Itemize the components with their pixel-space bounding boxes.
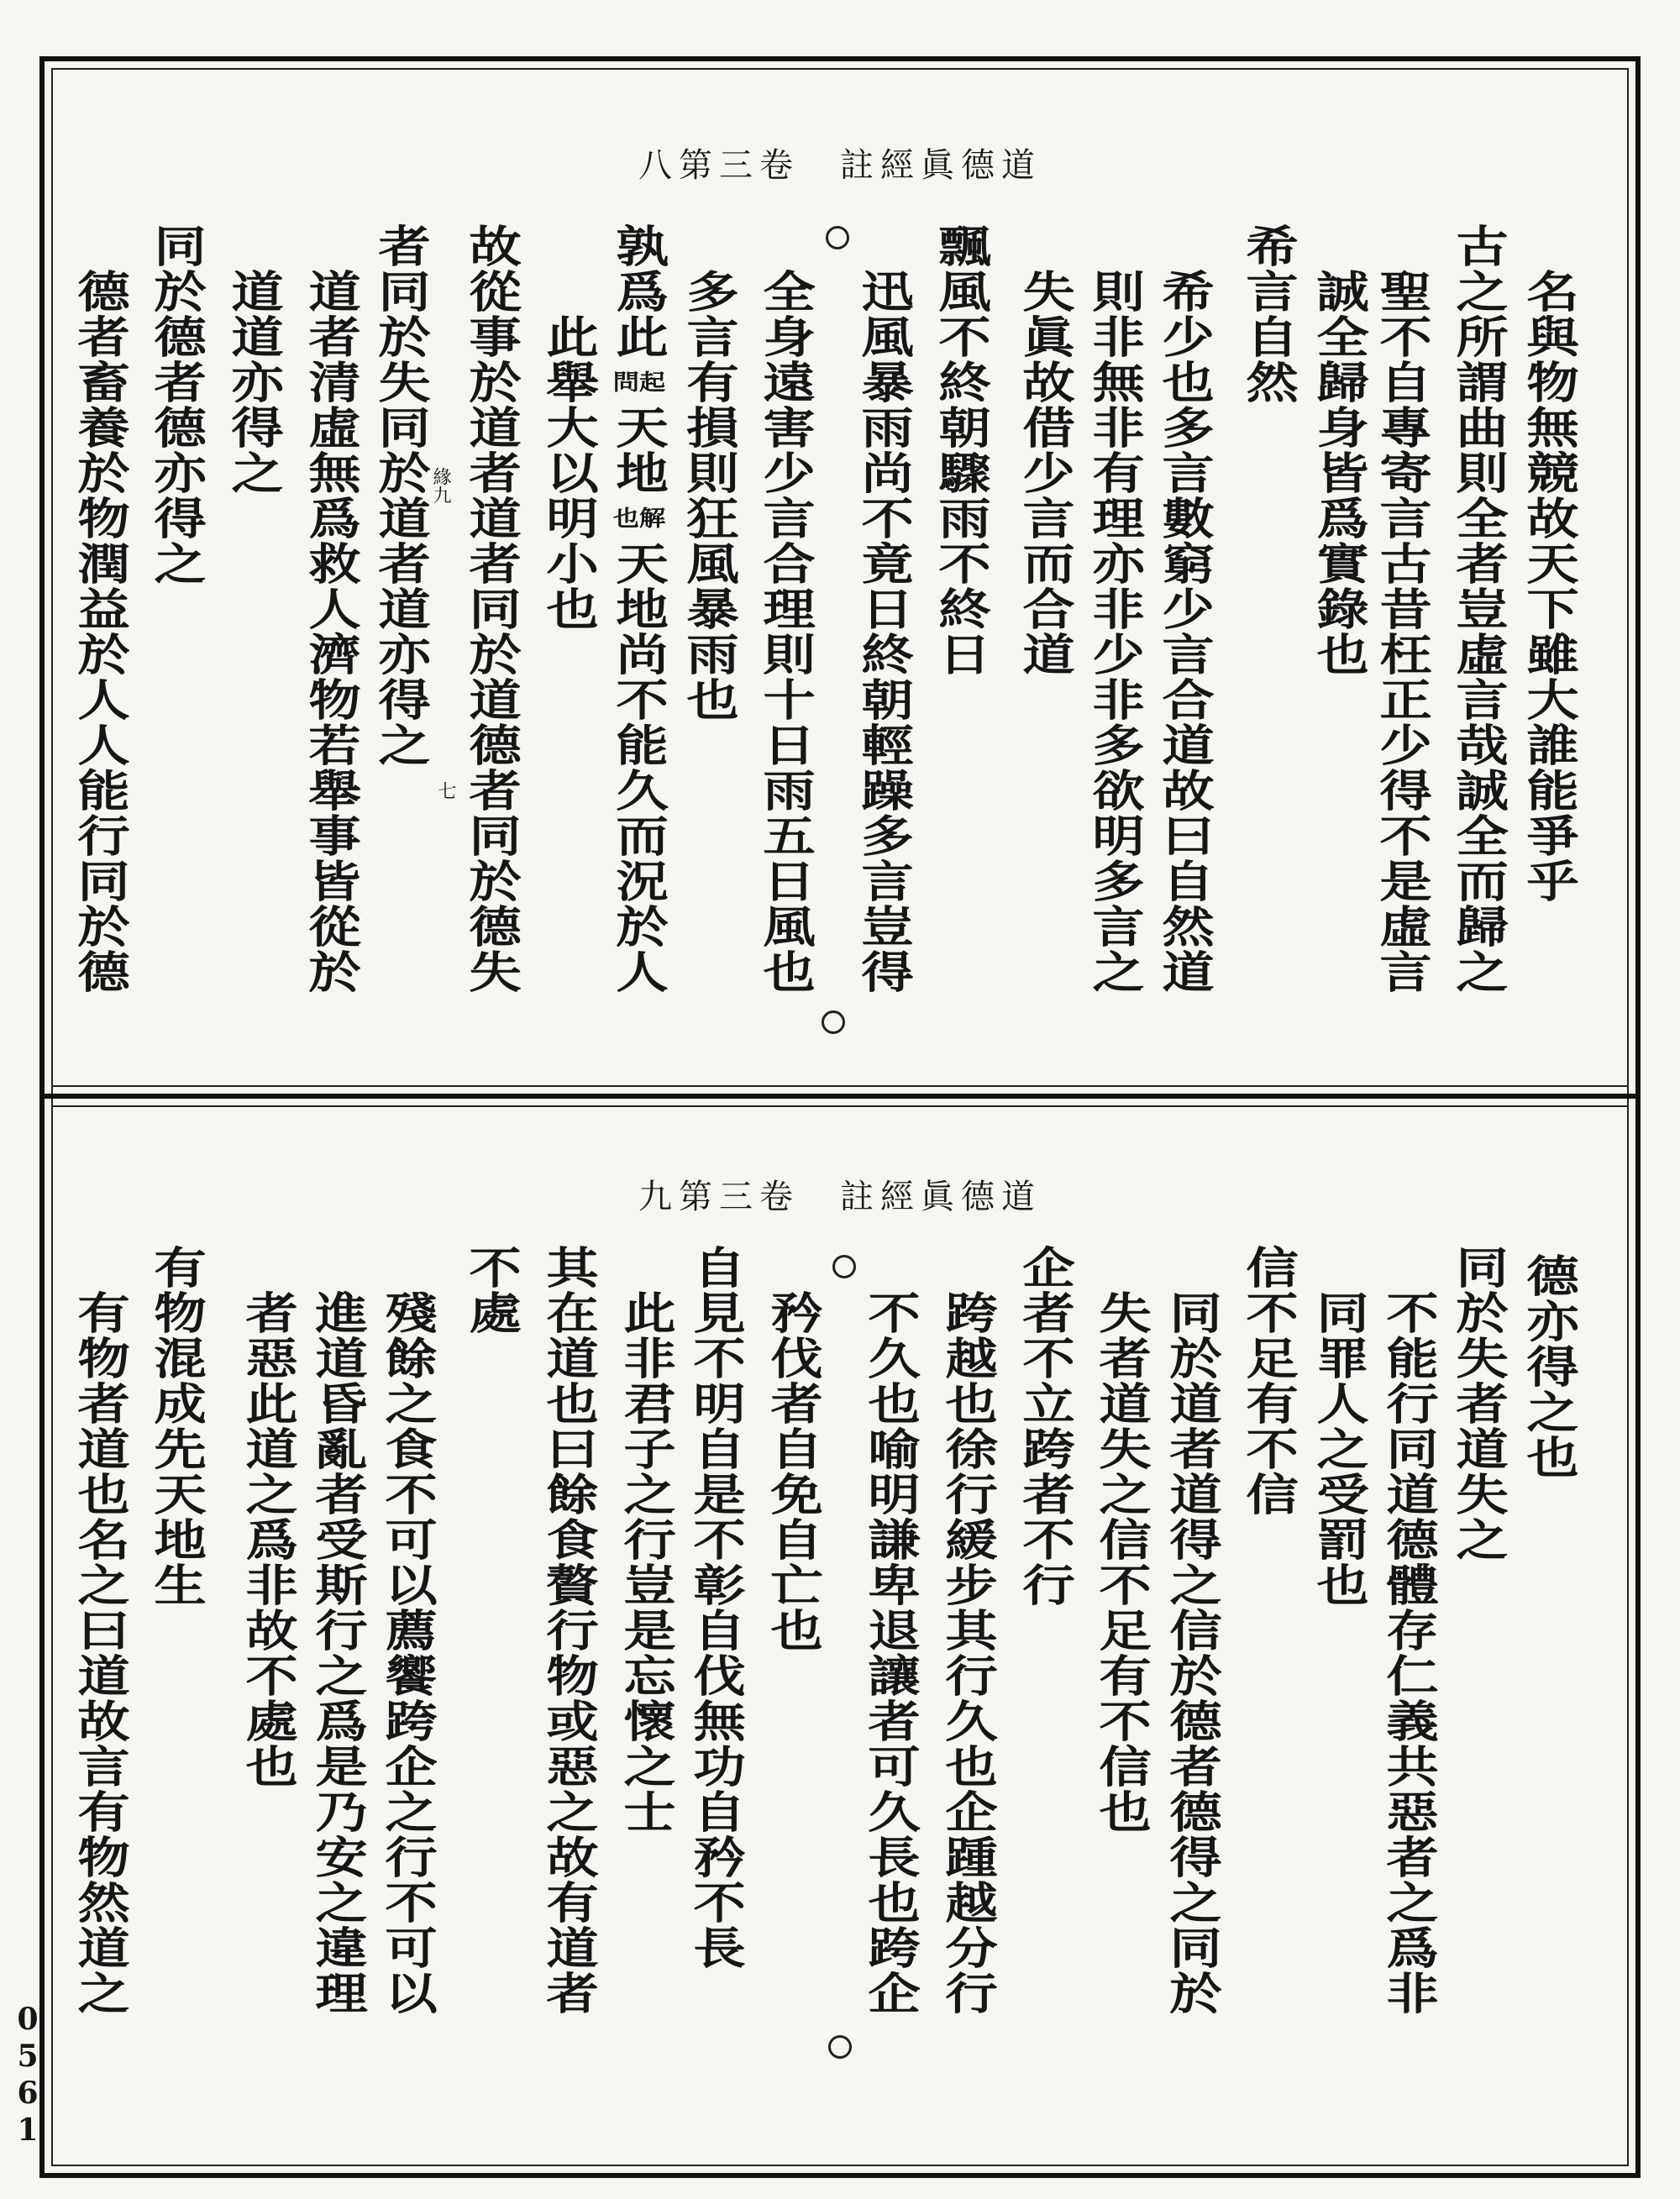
top-page-header: 道德眞經註 卷三第八	[638, 146, 1042, 185]
marginal-note: 七	[435, 781, 456, 800]
text-column: 德者畜養於物潤益於人人能行同於德	[68, 269, 130, 995]
text-column: 希言自然	[1236, 223, 1299, 405]
text-column: 失眞故借少言而合道	[1013, 269, 1075, 677]
text-column: 者同於失同於道者道亦得之	[369, 223, 431, 768]
text-column: 道者清虛無爲救人濟物若舉事皆從於	[299, 269, 361, 995]
text-column: 有物混成先天地生	[144, 1245, 207, 1608]
circle-mark	[828, 2035, 852, 2059]
sheet-number: 0561	[10, 2002, 45, 2149]
text-segment: 孰爲此	[606, 223, 669, 360]
text-column: 名與物無競故天下雖大誰能爭乎	[1517, 269, 1579, 904]
text-column: 跨越也徐行緩步其行久也企踵越分行	[936, 1290, 998, 2016]
text-segment: 天地	[606, 405, 669, 496]
text-column: 飄風不終朝驟雨不終日	[929, 223, 991, 677]
interlinear-note: 起問	[608, 370, 665, 392]
text-segment: 天地尚不能久而況於人	[606, 541, 669, 995]
text-column: 道道亦得之	[222, 269, 284, 496]
text-column: 失者道失之信不足有不信也	[1089, 1290, 1152, 1834]
interlinear-note: 解也	[608, 506, 665, 528]
text-column: 多言有損則狂風暴雨也	[677, 269, 739, 722]
text-column: 同罪人之受罰也	[1307, 1290, 1369, 1608]
text-column: 矜伐者自免自亡也	[761, 1290, 823, 1653]
text-column: 同於德者德亦得之	[144, 223, 207, 586]
text-column: 聖不自專寄言古昔枉正少得不是虛言	[1370, 269, 1432, 995]
circle-mark	[826, 226, 849, 249]
bottom-page-header: 道德眞經註 卷三第九	[638, 1178, 1042, 1216]
text-column: 全身遠害少言合理則十日雨五日風也	[753, 269, 816, 995]
text-column: 迅風暴雨尚不竟日終朝輕躁多言豈得	[852, 269, 914, 995]
text-column: 不能行同道德體存仁義共惡者之爲非	[1377, 1290, 1439, 2016]
text-column: 同於失者道失之	[1446, 1245, 1509, 1562]
circle-mark	[832, 1255, 856, 1278]
text-column: 信不足有不信	[1236, 1245, 1299, 1517]
text-column: 不處	[459, 1245, 522, 1336]
text-column: 同於道者道得之信於德者德得之同於	[1160, 1290, 1222, 2016]
fold-rule	[51, 1085, 1629, 1087]
text-column: 企者不立跨者不行	[1013, 1245, 1075, 1608]
fold-divider	[39, 1094, 1641, 1099]
fold-rule	[51, 1105, 1629, 1107]
text-column: 有物者道也名之曰道故言有物然道之	[68, 1290, 130, 2016]
text-column: 德亦得之也	[1517, 1253, 1579, 1480]
text-column: 故從事於道者道者同於道德者同於德失	[459, 223, 522, 995]
text-column: 殘餘之食不可以薦饗跨企之行不可以	[375, 1290, 438, 2016]
circle-mark	[822, 1010, 845, 1034]
text-column: 自見不明自是不彰自伐無功自矜不長	[684, 1245, 746, 1971]
text-column: 不久也喻明謙卑退讓者可久長也跨企	[858, 1290, 921, 2016]
text-column: 則非無非有理亦非少非多欲明多言之	[1083, 269, 1145, 995]
text-column: 者惡此道之爲非故不處也	[236, 1290, 298, 1789]
text-column: 古之所謂曲則全者豈虛言哉誠全而歸之	[1446, 223, 1509, 995]
text-column: 此舉大以明小也	[537, 314, 599, 632]
marginal-note: 緣九	[430, 467, 451, 504]
text-column: 希少也多言數窮少言合道故曰自然道	[1152, 269, 1215, 995]
text-column: 其在道也曰餘食贅行物或惡之故有道者	[537, 1245, 599, 2016]
text-column: 誠全歸身皆爲實錄也	[1307, 269, 1369, 677]
text-column: 此非君子之行豈是忘懷之士	[614, 1290, 676, 1834]
text-column: 進道昏亂者受斯行之爲是乃安之違理	[306, 1290, 368, 2016]
